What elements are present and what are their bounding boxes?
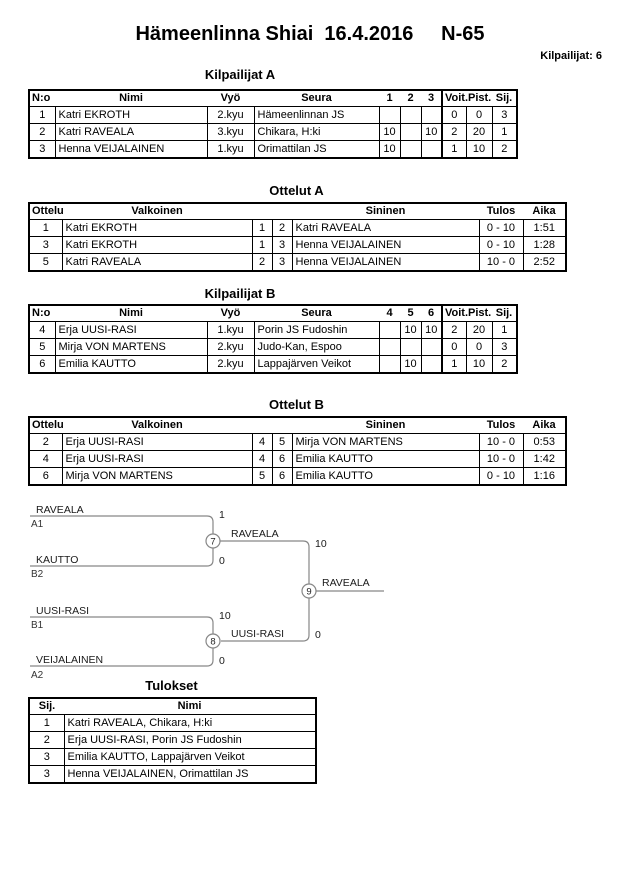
cell: 5: [252, 468, 272, 486]
cell: Emilia KAUTTO: [292, 468, 479, 486]
cell: 10: [400, 356, 421, 374]
cell: [421, 107, 442, 124]
cell: 1: [29, 107, 55, 124]
bracket-seed: A2: [31, 670, 44, 681]
cell: 20: [466, 322, 492, 339]
cell: 2: [272, 220, 292, 237]
column-header: 2: [400, 90, 421, 107]
match-number: 7: [210, 536, 216, 548]
cell: 2: [29, 732, 64, 749]
cell: 3: [272, 237, 292, 254]
column-header: Voit.: [442, 90, 466, 107]
bracket-score: 0: [219, 555, 225, 567]
cell: Mirja VON MARTENS: [292, 434, 479, 451]
column-header: Tulos: [479, 203, 523, 220]
column-header: Nimi: [55, 90, 207, 107]
cell: 2.kyu: [207, 339, 254, 356]
cell: 1: [442, 141, 466, 159]
bracket-seed: A1: [31, 519, 44, 530]
participants-count: Kilpailijat: 6: [540, 50, 602, 62]
bracket-score: 0: [315, 629, 321, 641]
cell: 5: [272, 434, 292, 451]
cell: [421, 339, 442, 356]
table-row: [29, 749, 316, 766]
cell: 3: [29, 749, 64, 766]
cell: [379, 322, 400, 339]
column-header: Pist.: [466, 90, 492, 107]
bracket-winner-name: UUSI-RASI: [231, 628, 285, 640]
column-header: Vyö: [207, 305, 254, 322]
cell: 10: [421, 322, 442, 339]
cell: 3.kyu: [207, 124, 254, 141]
bracket-seed: B1: [31, 620, 44, 631]
elimination-bracket: [0, 494, 480, 689]
cell: Emilia KAUTTO, Lappajärven Veikot: [64, 749, 316, 766]
table-row: [29, 715, 316, 732]
cell: Henna VEIJALAINEN: [292, 237, 479, 254]
cell: 1: [252, 220, 272, 237]
bracket-line: [30, 516, 213, 534]
cell: Henna VEIJALAINEN: [55, 141, 207, 159]
cell: [400, 339, 421, 356]
column-header: Nimi: [64, 698, 316, 715]
cell: 4: [252, 434, 272, 451]
cell: Katri RAVEALA: [62, 254, 252, 272]
column-header: Seura: [254, 90, 379, 107]
cell: 1: [252, 237, 272, 254]
header-row: [29, 417, 566, 434]
cell: 10 - 0: [479, 451, 523, 468]
cell: [421, 356, 442, 374]
column-header: Ottelu: [29, 203, 62, 220]
cell: 1:51: [523, 220, 566, 237]
cell: [421, 141, 442, 159]
cell: 3: [492, 339, 517, 356]
match-number: 9: [306, 586, 312, 598]
cell: 3: [272, 254, 292, 272]
cell: Katri EKROTH: [55, 107, 207, 124]
column-header: Aika: [523, 417, 566, 434]
cell: 2: [252, 254, 272, 272]
cell: 6: [29, 468, 62, 486]
cell: 2: [29, 124, 55, 141]
bracket-score: 10: [315, 538, 327, 550]
cell: Porin JS Fudoshin: [254, 322, 379, 339]
bracket-entrant-name: UUSI-RASI: [36, 605, 90, 617]
cell: [379, 107, 400, 124]
ottelut-a-table: [28, 202, 567, 272]
column-header: Ottelu: [29, 417, 62, 434]
cell: 3: [492, 107, 517, 124]
column-header: Vyö: [207, 90, 254, 107]
cell: 0 - 10: [479, 237, 523, 254]
cell: Emilia KAUTTO: [55, 356, 207, 374]
section-heading-kilpailijat-b: Kilpailijat B: [204, 286, 276, 301]
cell: 1:16: [523, 468, 566, 486]
cell: Mirja VON MARTENS: [62, 468, 252, 486]
cell: 6: [29, 356, 55, 374]
column-header: Nimi: [55, 305, 207, 322]
cell: Katri RAVEALA: [292, 220, 479, 237]
cell: [379, 339, 400, 356]
cell: Lappajärven Veikot: [254, 356, 379, 374]
cell: 1:28: [523, 237, 566, 254]
column-header: N:o: [29, 90, 55, 107]
cell: 10: [466, 356, 492, 374]
cell: 1.kyu: [207, 141, 254, 159]
cell: 2: [492, 356, 517, 374]
column-header: Sininen: [292, 203, 479, 220]
column-header: Valkoinen: [62, 203, 252, 220]
cell: 2: [442, 124, 466, 141]
cell: 10 - 0: [479, 254, 523, 272]
kilpailijat-a-table: [28, 89, 518, 159]
cell: 1: [29, 220, 62, 237]
kilpailijat-b-table: [28, 304, 518, 374]
table-row: [29, 107, 517, 124]
table-row: [29, 237, 566, 254]
cell: 5: [29, 254, 62, 272]
column-header: 3: [421, 90, 442, 107]
page-title: Hämeenlinna Shiai 16.4.2016 N-65: [135, 23, 485, 45]
bracket-line: [30, 617, 213, 634]
cell: Orimattilan JS: [254, 141, 379, 159]
cell: 2: [442, 322, 466, 339]
table-row: [29, 254, 566, 272]
bracket-score: 0: [219, 655, 225, 667]
cell: Chikara, H:ki: [254, 124, 379, 141]
cell: Mirja VON MARTENS: [55, 339, 207, 356]
cell: Erja UUSI-RASI: [55, 322, 207, 339]
cell: [400, 124, 421, 141]
column-header: Voit.: [442, 305, 466, 322]
cell: 6: [272, 468, 292, 486]
bracket-line: [220, 541, 309, 584]
cell: Emilia KAUTTO: [292, 451, 479, 468]
table-row: [29, 434, 566, 451]
cell: 0: [466, 107, 492, 124]
cell: 10: [400, 322, 421, 339]
cell: Erja UUSI-RASI, Porin JS Fudoshin: [64, 732, 316, 749]
column-header-spacer: [252, 417, 292, 434]
cell: 0: [466, 339, 492, 356]
cell: 2: [492, 141, 517, 159]
column-header: Sij.: [29, 698, 64, 715]
column-header: Pist.: [466, 305, 492, 322]
cell: 1: [29, 715, 64, 732]
cell: Erja UUSI-RASI: [62, 434, 252, 451]
cell: [379, 356, 400, 374]
cell: Hämeenlinnan JS: [254, 107, 379, 124]
cell: 3: [29, 766, 64, 784]
cell: 4: [29, 322, 55, 339]
cell: 10: [379, 124, 400, 141]
section-heading-ottelut-a: Ottelut A: [269, 183, 324, 198]
cell: Katri RAVEALA, Chikara, H:ki: [64, 715, 316, 732]
column-header: Valkoinen: [62, 417, 252, 434]
bracket-winner-name: RAVEALA: [322, 577, 370, 589]
cell: 0:53: [523, 434, 566, 451]
header-row: [29, 698, 316, 715]
cell: 10: [466, 141, 492, 159]
column-header-spacer: [252, 203, 292, 220]
ottelut-b-table: [28, 416, 567, 486]
cell: 5: [29, 339, 55, 356]
column-header: N:o: [29, 305, 55, 322]
bracket-score: 1: [219, 509, 225, 521]
bracket-entrant-name: VEIJALAINEN: [36, 654, 104, 666]
table-row: [29, 356, 517, 374]
cell: 1:42: [523, 451, 566, 468]
cell: 3: [29, 237, 62, 254]
cell: 0 - 10: [479, 220, 523, 237]
cell: 1: [442, 356, 466, 374]
cell: Henna VEIJALAINEN, Orimattilan JS: [64, 766, 316, 784]
table-row: [29, 766, 316, 784]
section-heading-tulokset: Tulokset: [145, 678, 198, 693]
tulokset-table: [28, 697, 317, 784]
table-row: [29, 141, 517, 159]
table-row: [29, 451, 566, 468]
cell: Katri EKROTH: [62, 220, 252, 237]
cell: 2:52: [523, 254, 566, 272]
bracket-seed: B2: [31, 569, 44, 580]
cell: 0: [442, 339, 466, 356]
cell: 10: [421, 124, 442, 141]
cell: 2.kyu: [207, 356, 254, 374]
table-row: [29, 468, 566, 486]
cell: 1.kyu: [207, 322, 254, 339]
column-header: 1: [379, 90, 400, 107]
column-header: 5: [400, 305, 421, 322]
table-row: [29, 220, 566, 237]
match-number: 8: [210, 636, 216, 648]
column-header: Aika: [523, 203, 566, 220]
cell: Katri EKROTH: [62, 237, 252, 254]
column-header: Tulos: [479, 417, 523, 434]
cell: 0 - 10: [479, 468, 523, 486]
cell: 6: [272, 451, 292, 468]
section-heading-kilpailijat-a: Kilpailijat A: [204, 67, 276, 82]
table-row: [29, 124, 517, 141]
cell: 10: [379, 141, 400, 159]
bracket-entrant-name: RAVEALA: [36, 504, 84, 516]
bracket-entrant-name: KAUTTO: [36, 554, 79, 566]
cell: Erja UUSI-RASI: [62, 451, 252, 468]
header-row: [29, 90, 517, 107]
section-heading-ottelut-b: Ottelut B: [269, 397, 324, 412]
bracket-winner-name: RAVEALA: [231, 528, 279, 540]
column-header: Seura: [254, 305, 379, 322]
bracket-score: 10: [219, 610, 231, 622]
table-row: [29, 339, 517, 356]
table-row: [29, 322, 517, 339]
cell: 1: [492, 322, 517, 339]
cell: 4: [29, 451, 62, 468]
cell: [400, 107, 421, 124]
cell: 2.kyu: [207, 107, 254, 124]
column-header: Sij.: [492, 305, 517, 322]
header-row: [29, 203, 566, 220]
cell: 2: [29, 434, 62, 451]
header-row: [29, 305, 517, 322]
cell: Judo-Kan, Espoo: [254, 339, 379, 356]
cell: 20: [466, 124, 492, 141]
cell: [400, 141, 421, 159]
table-row: [29, 732, 316, 749]
cell: Henna VEIJALAINEN: [292, 254, 479, 272]
cell: 0: [442, 107, 466, 124]
column-header: Sininen: [292, 417, 479, 434]
cell: 1: [492, 124, 517, 141]
column-header: 4: [379, 305, 400, 322]
cell: 4: [252, 451, 272, 468]
cell: 3: [29, 141, 55, 159]
cell: 10 - 0: [479, 434, 523, 451]
column-header: Sij.: [492, 90, 517, 107]
column-header: 6: [421, 305, 442, 322]
cell: Katri RAVEALA: [55, 124, 207, 141]
